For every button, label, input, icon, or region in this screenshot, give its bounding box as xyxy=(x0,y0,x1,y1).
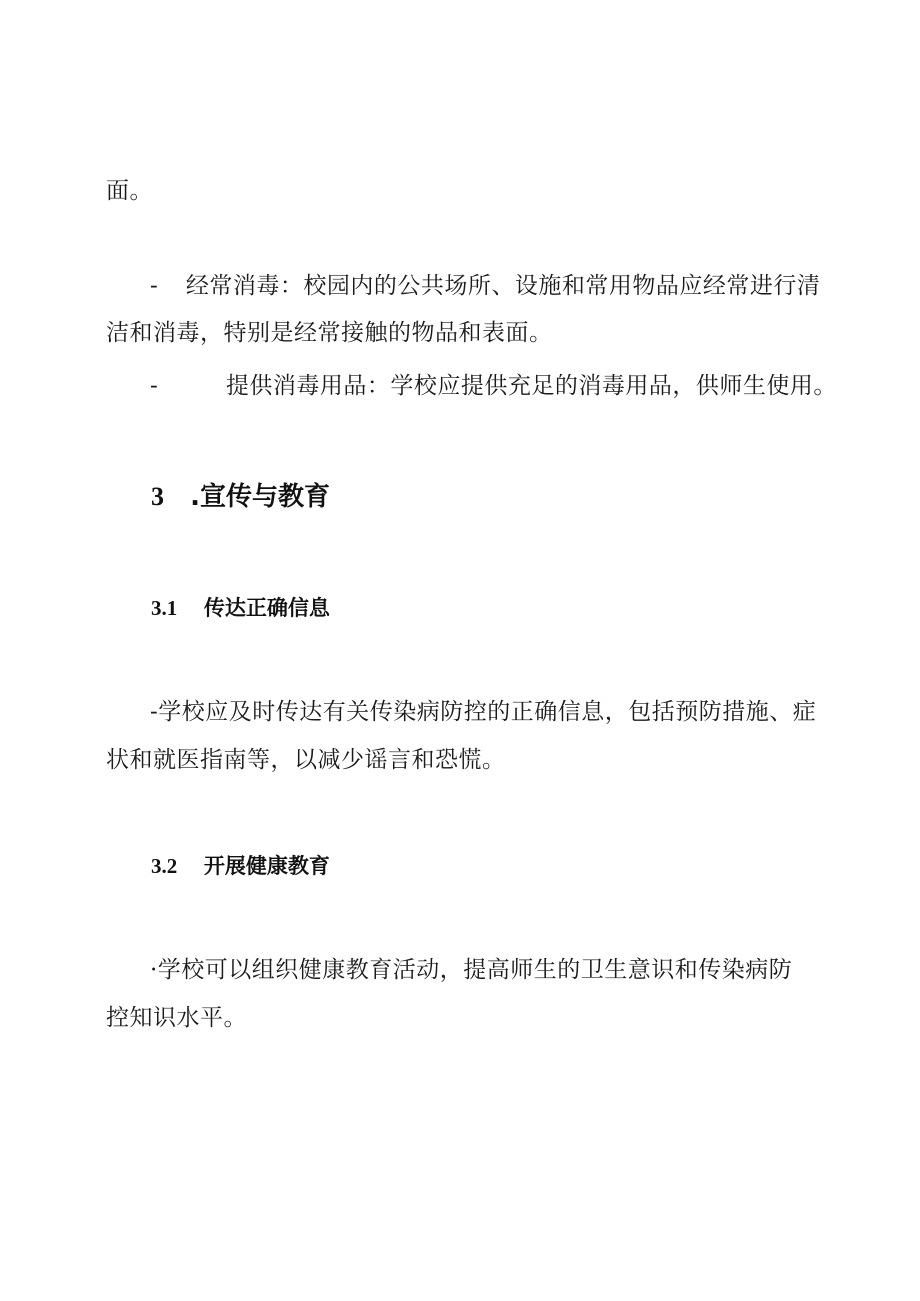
subsection-heading-3-1 xyxy=(151,594,330,622)
supplies-text: 提供消毒用品：学校应提供充足的消毒用品，供师生使用。 xyxy=(225,373,837,399)
disinfect-item-line2: 洁和消毒，特别是经常接触的物品和表面。 xyxy=(106,320,553,346)
health-paragraph-line2: 控知识水平。 xyxy=(106,1005,247,1031)
continued-paragraph-line: 面。 xyxy=(106,178,153,204)
disinfect-text-line1: 经常消毒：校园内的公共场所、设施和常用物品应经常进行清 xyxy=(185,273,821,299)
health-paragraph-line1: ·学校可以组织健康教育活动，提高师生的卫生意识和传染病防 xyxy=(150,957,793,983)
section-heading-3 xyxy=(151,481,330,513)
list-marker: - xyxy=(150,373,159,399)
disinfect-item-line1 xyxy=(150,271,820,301)
subsection-title: 传达正确信息 xyxy=(203,596,330,620)
list-marker: - xyxy=(150,273,159,299)
info-paragraph-line1: -学校应及时传达有关传染病防控的正确信息，包括预防措施、症 xyxy=(150,699,817,725)
section-title: .宣传与教育 xyxy=(190,482,331,512)
supplies-item xyxy=(150,371,837,401)
section-number: 3 xyxy=(151,482,164,511)
subsection-heading-3-2 xyxy=(151,852,330,880)
subsection-number: 3.1 xyxy=(151,596,178,620)
subsection-title: 开展健康教育 xyxy=(203,854,330,878)
info-paragraph-line2: 状和就医指南等，以减少谣言和恐慌。 xyxy=(106,747,506,773)
subsection-number: 3.2 xyxy=(151,854,178,878)
